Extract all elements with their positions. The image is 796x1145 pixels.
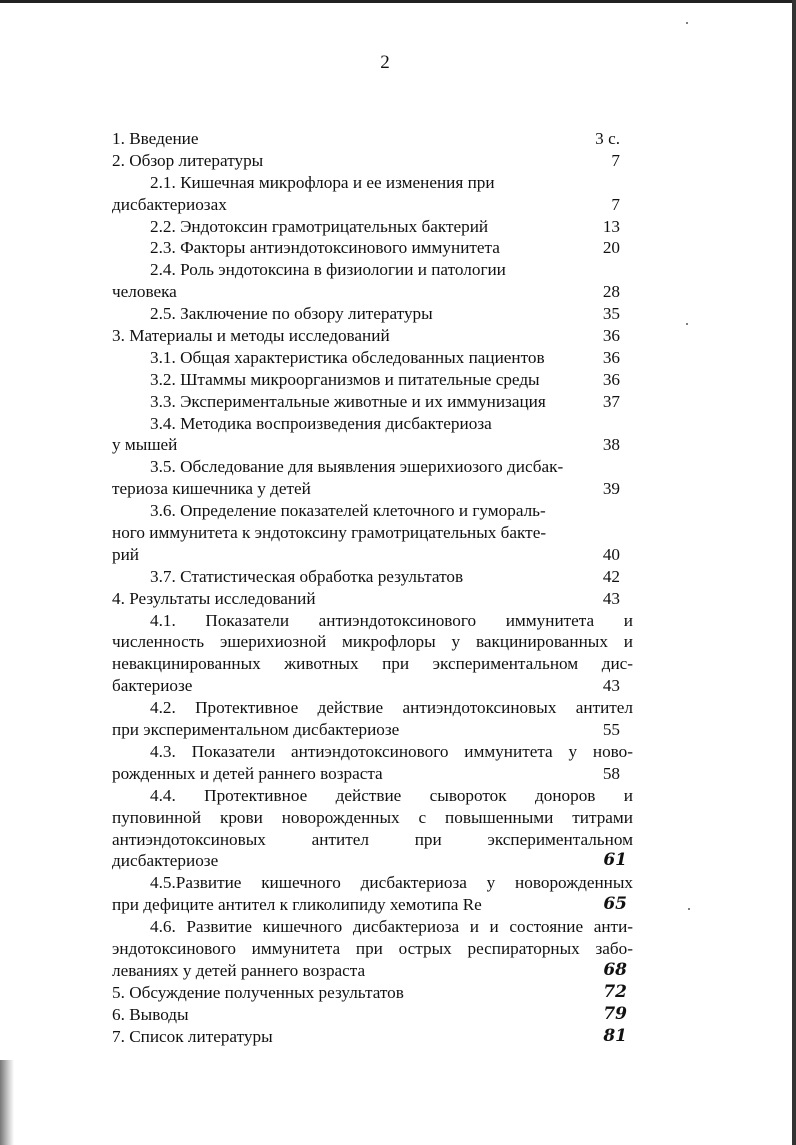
toc-entry xyxy=(112,500,633,566)
toc-line xyxy=(112,216,633,238)
toc-line xyxy=(112,675,633,697)
toc-line xyxy=(112,369,633,391)
toc-line xyxy=(112,194,633,216)
scan-speck xyxy=(686,22,688,24)
toc-entry-title: леваниях у детей раннего возраста xyxy=(112,960,366,980)
toc-line xyxy=(112,785,633,807)
toc-entry xyxy=(112,413,633,457)
toc-entry-title: 6. Выводы xyxy=(112,1004,189,1024)
table-of-contents xyxy=(112,128,633,1047)
toc-entry-title: невакцинированных животных при экспериментальном дис- xyxy=(112,654,633,674)
toc-entry xyxy=(112,391,633,413)
toc-entry-title: дисбактериозах xyxy=(112,194,227,214)
scan-speck xyxy=(686,323,688,325)
toc-page-number: 3 с. xyxy=(595,129,620,148)
toc-page-number: 42 xyxy=(602,566,620,586)
toc-line xyxy=(112,391,633,413)
toc-line xyxy=(112,938,633,960)
toc-entry-title: 4.4. Протективное действие сывороток доноров и xyxy=(150,785,633,805)
toc-entry xyxy=(112,785,633,873)
toc-page-number: 7 xyxy=(611,150,620,170)
scan-speck xyxy=(688,908,690,910)
toc-entry-title: эндотоксинового иммунитета при острых респираторных забо- xyxy=(112,938,633,958)
toc-entry-title: у мышей xyxy=(112,435,178,455)
toc-entry-title: 5. Обсуждение полученных результатов xyxy=(112,982,404,1002)
toc-entry xyxy=(112,610,633,698)
toc-page-number: 58 xyxy=(602,763,620,783)
toc-line xyxy=(112,544,633,566)
toc-entry-title: 1. Введение xyxy=(112,129,199,148)
toc-line xyxy=(112,850,633,872)
toc-entry xyxy=(112,588,633,610)
toc-line xyxy=(112,237,633,259)
toc-line xyxy=(112,172,633,194)
toc-entry xyxy=(112,369,633,391)
toc-page-number: 36 xyxy=(602,369,620,389)
toc-entry-title: 3.5. Обследование для выявления эшерихиозого дисбак- xyxy=(150,457,564,477)
toc-entry-title: 4.1. Показатели антиэндотоксинового иммунитета и xyxy=(150,610,633,630)
toc-line xyxy=(112,719,633,741)
toc-line xyxy=(112,653,633,675)
toc-line xyxy=(112,960,633,982)
toc-page-number: 37 xyxy=(602,391,620,411)
toc-line xyxy=(112,128,633,150)
toc-line xyxy=(112,303,633,325)
toc-entry-title: 4. Результаты исследований xyxy=(112,588,316,608)
toc-entry xyxy=(112,216,633,238)
toc-entry xyxy=(112,325,633,347)
toc-entry-title: ного иммунитета к эндотоксину грамотрицательных бакте- xyxy=(112,523,547,543)
toc-page-number: 79 xyxy=(603,1003,627,1024)
toc-page-number: 55 xyxy=(602,720,620,740)
toc-entry xyxy=(112,697,633,741)
toc-line xyxy=(112,872,633,894)
toc-line xyxy=(112,631,633,653)
toc-line xyxy=(112,456,633,478)
toc-entry-title: 2.4. Роль эндотоксина в физиологии и патологии xyxy=(150,260,506,280)
toc-line xyxy=(112,500,633,522)
scan-edge-right xyxy=(792,0,796,1145)
toc-entry-title: рий xyxy=(112,544,139,564)
toc-page-number: 36 xyxy=(602,326,620,346)
toc-page-number: 43 xyxy=(602,588,620,608)
toc-entry-title: антиэндотоксиновых антител при экспериментальном xyxy=(112,829,633,849)
toc-entry-title: численность эшерихиозной микрофлоры у вакцинированных и xyxy=(112,632,633,652)
scan-edge-top xyxy=(0,0,796,3)
toc-line xyxy=(112,478,633,500)
toc-line xyxy=(112,610,633,632)
toc-entry xyxy=(112,303,633,325)
toc-line xyxy=(112,1004,633,1026)
toc-line xyxy=(112,150,633,172)
toc-page-number: 81 xyxy=(603,1025,627,1046)
toc-entry xyxy=(112,741,633,785)
toc-entry xyxy=(112,1026,633,1048)
toc-entry xyxy=(112,259,633,303)
toc-page-number: 20 xyxy=(602,238,620,258)
toc-entry xyxy=(112,872,633,916)
toc-entry xyxy=(112,566,633,588)
toc-entry-title: 3.2. Штаммы микроорганизмов и питательные среды xyxy=(150,369,540,389)
toc-line xyxy=(112,807,633,829)
toc-line xyxy=(112,1026,633,1048)
toc-entry-title: 3.6. Определение показателей клеточного и гумораль- xyxy=(150,501,546,521)
toc-page-number: 36 xyxy=(602,347,620,367)
toc-page-number: 40 xyxy=(602,544,620,564)
toc-page-number: 39 xyxy=(602,479,620,499)
toc-page-number: 72 xyxy=(603,981,627,1002)
toc-line xyxy=(112,894,633,916)
toc-page-number: 35 xyxy=(602,304,620,324)
toc-entry-title: 3. Материалы и методы исследований xyxy=(112,326,390,346)
toc-entry-title: при экспериментальном дисбактериозе xyxy=(112,720,400,740)
toc-entry-title: 3.3. Экспериментальные животные и их иммунизация xyxy=(150,391,546,411)
toc-line xyxy=(112,697,633,719)
toc-entry xyxy=(112,456,633,500)
toc-entry-title: 3.1. Общая характеристика обследованных пациентов xyxy=(150,347,545,367)
toc-line xyxy=(112,916,633,938)
toc-line xyxy=(112,829,633,851)
toc-entry-title: 3.7. Статистическая обработка результатов xyxy=(150,566,464,586)
page-number: 2 xyxy=(380,52,390,73)
toc-page-number: 38 xyxy=(602,435,620,455)
toc-entry-title: дисбактериозе xyxy=(112,851,219,871)
toc-entry-title: териоза кишечника у детей xyxy=(112,479,311,499)
toc-entry-title: 2.1. Кишечная микрофлора и ее изменения при xyxy=(150,172,495,192)
toc-entry-title: 7. Список литературы xyxy=(112,1026,273,1046)
toc-entry xyxy=(112,237,633,259)
toc-entry xyxy=(112,128,633,150)
toc-entry xyxy=(112,150,633,172)
toc-page-number: 65 xyxy=(603,894,627,915)
toc-line xyxy=(112,566,633,588)
toc-page-number: 7 xyxy=(611,194,620,214)
toc-page-number: 28 xyxy=(602,282,620,302)
toc-entry-title: 3.4. Методика воспроизведения дисбактериоза xyxy=(150,413,492,433)
toc-entry-title: рожденных и детей раннего возраста xyxy=(112,763,383,783)
toc-line xyxy=(112,281,633,303)
toc-line xyxy=(112,763,633,785)
toc-page-number: 13 xyxy=(602,216,620,236)
toc-line xyxy=(112,347,633,369)
toc-entry-title: 2. Обзор литературы xyxy=(112,150,264,170)
toc-entry-title: 4.5.Развитие кишечного дисбактериоза у новорожденных xyxy=(150,873,633,893)
toc-entry-title: 4.3. Показатели антиэндотоксинового иммунитета у ново- xyxy=(150,741,633,761)
toc-line xyxy=(112,325,633,347)
scan-shadow xyxy=(0,1060,14,1145)
toc-line xyxy=(112,741,633,763)
toc-line xyxy=(112,982,633,1004)
toc-entry-title: 2.2. Эндотоксин грамотрицательных бактерий xyxy=(150,216,489,236)
toc-line xyxy=(112,259,633,281)
toc-entry xyxy=(112,916,633,982)
toc-entry-title: бактериозе xyxy=(112,676,193,696)
toc-entry-title: при дефиците антител к гликолипиду хемотипа Re xyxy=(112,895,482,915)
toc-page-number: 61 xyxy=(603,850,627,871)
toc-entry xyxy=(112,1004,633,1026)
toc-entry xyxy=(112,982,633,1004)
toc-line xyxy=(112,413,633,435)
toc-entry-title: пуповинной крови новорожденных с повышенными титрами xyxy=(112,807,633,827)
toc-line xyxy=(112,522,633,544)
toc-entry-title: 4.6. Развитие кишечного дисбактериоза и и состояние анти- xyxy=(150,917,633,937)
toc-entry-title: 4.2. Протективное действие антиэндотоксиновых антител xyxy=(150,698,633,718)
toc-page-number: 43 xyxy=(602,676,620,696)
toc-entry xyxy=(112,347,633,369)
toc-line xyxy=(112,434,633,456)
toc-entry-title: 2.5. Заключение по обзору литературы xyxy=(150,304,433,324)
toc-entry-title: человека xyxy=(112,282,177,302)
toc-line xyxy=(112,588,633,610)
toc-entry xyxy=(112,172,633,216)
toc-page-number: 68 xyxy=(603,959,627,980)
toc-entry-title: 2.3. Факторы антиэндотоксинового иммунитета xyxy=(150,238,500,258)
